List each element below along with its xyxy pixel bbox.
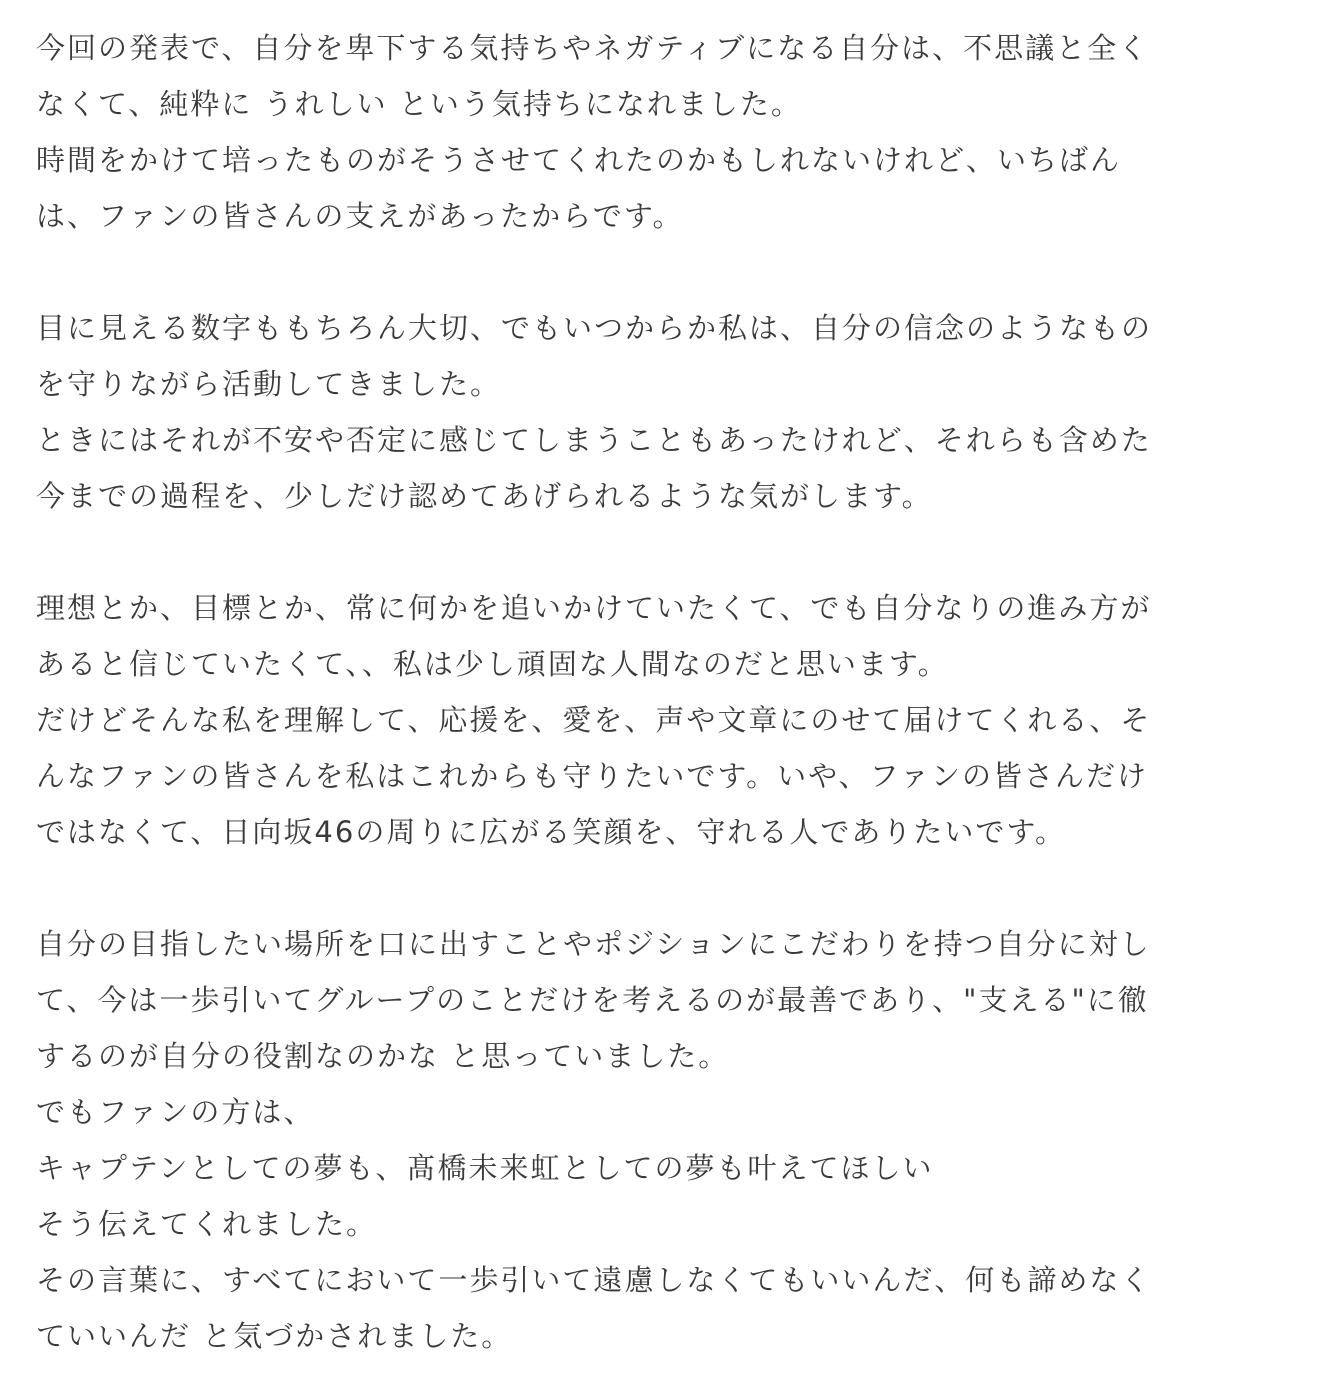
text-line: 時間をかけて培ったものがそうさせてくれたのかもしれないけれど、いちばん (36, 143, 1122, 177)
paragraph (36, 20, 1276, 244)
paragraph-spacer (36, 244, 1276, 300)
text-line: ていいんだ と気づかされました。 (36, 1319, 513, 1353)
paragraph (36, 916, 1276, 1364)
text-line: するのが自分の役割なのかな と思っていました。 (36, 1039, 730, 1073)
text-line: 今回の発表で、自分を卑下する気持ちやネガティブになる自分は、不思議と全く (36, 31, 1150, 65)
text-line: その言葉に、すべてにおいて一歩引いて遠慮しなくてもいいんだ、何も諦めなく (36, 1263, 1152, 1297)
text-line: 自分の目指したい場所を口に出すことやポジションにこだわりを持つ自分に対し (36, 927, 1151, 961)
text-line: なくて、純粋に うれしい という気持ちになれました。 (36, 87, 802, 121)
paragraph (36, 580, 1276, 860)
text-line: は、ファンの皆さんの支えがあったからです。 (36, 199, 684, 233)
text-line: 理想とか、目標とか、常に何かを追いかけていたくて、でも自分なりの進み方が (36, 591, 1152, 625)
text-line: ときにはそれが不安や否定に感じてしまうこともあったけれど、それらも含めた (36, 423, 1152, 457)
paragraph-spacer (36, 524, 1276, 580)
text-line: キャプテンとしての夢も、髙橋未来虹としての夢も叶えてほしい (36, 1151, 934, 1185)
article-body (36, 20, 1276, 1364)
paragraph-spacer (36, 860, 1276, 916)
text-line: でもファンの方は、 (36, 1095, 315, 1129)
text-line: ではなくて、日向坂46の周りに広がる笑顔を、守れる人でありたいです。 (36, 815, 1067, 849)
text-line: を守りながら活動してきました。 (36, 367, 502, 401)
text-line: あると信じていたくて、、私は少し頑固な人間なのだと思います。 (36, 647, 949, 681)
text-line: 今までの過程を、少しだけ認めてあげられるような気がします。 (36, 479, 933, 513)
text-line: だけどそんな私を理解して、応援を、愛を、声や文章にのせて届けてくれる、そ (36, 703, 1152, 737)
text-line: 目に見える数字ももちろん大切、でもいつからか私は、自分の信念のようなもの (36, 311, 1153, 345)
text-line: んなファンの皆さんを私はこれからも守りたいです。いや、ファンの皆さんだけ (36, 759, 1148, 793)
text-line: そう伝えてくれました。 (36, 1207, 378, 1241)
paragraph (36, 300, 1276, 524)
text-line: て、今は一歩引いてグループのことだけを考えるのが最善であり、"支える"に徹 (36, 983, 1149, 1017)
